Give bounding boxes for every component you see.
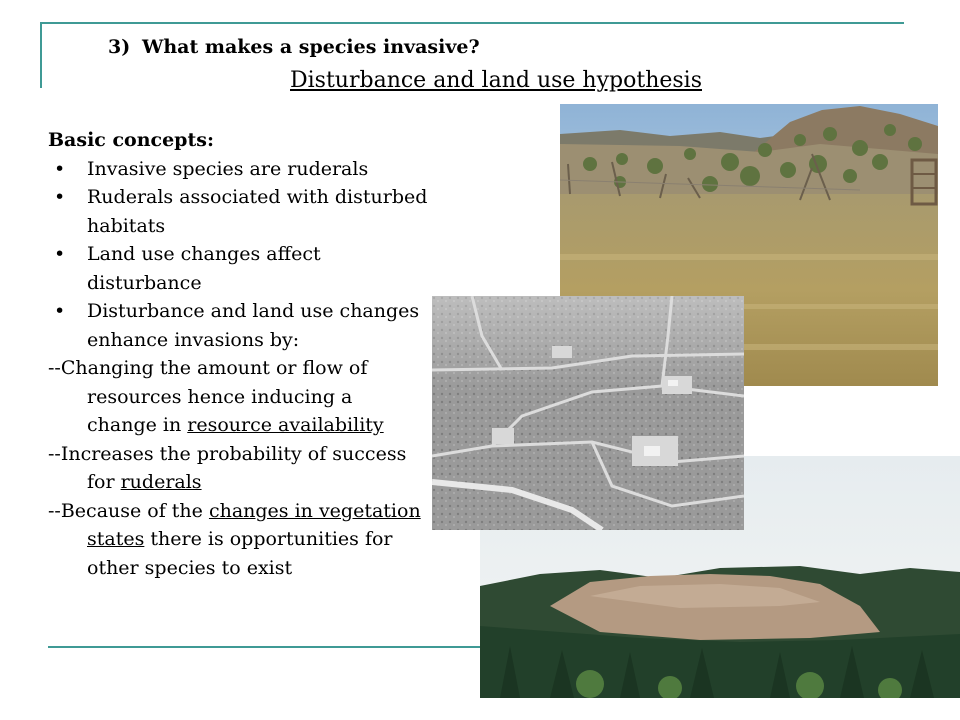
bullet-text: Disturbance and land use changes enhance invasions by: <box>87 300 420 351</box>
top-rule <box>40 22 904 24</box>
heading-text: What makes a species invasive? <box>142 36 480 58</box>
concepts-title: Basic concepts: <box>48 129 214 151</box>
bullet-dot: • <box>54 186 66 208</box>
bullet-text: Invasive species are ruderals <box>87 157 369 180</box>
bullet-item <box>48 297 428 354</box>
bullet-dot: • <box>54 243 66 265</box>
bullet-item <box>48 240 428 297</box>
slide-subtitle: Disturbance and land use hypothesis <box>290 68 702 93</box>
bullet-text: Land use changes affect disturbance <box>87 243 321 294</box>
bottom-rule <box>48 646 480 648</box>
aerial-well-pads-photo <box>432 296 744 530</box>
concepts-text-block <box>48 126 428 582</box>
subpoint-item <box>48 354 428 440</box>
bullet-item <box>48 155 428 184</box>
bullet-item <box>48 183 428 240</box>
subpoint-text: --Changing the amount or flow of resources hence inducing a change in <box>48 357 368 436</box>
subpoint-suffix: there is opportunities for other species to exist <box>87 528 393 579</box>
heading-number: 3) <box>108 36 131 58</box>
subpoint-underlined: changes in vegetation states <box>87 499 421 550</box>
subpoint-item <box>48 497 428 583</box>
slide-heading <box>108 36 480 58</box>
subpoint-text: --Because of the <box>48 499 209 522</box>
bullet-text: Ruderals associated with disturbed habitats <box>87 186 428 237</box>
subpoint-underlined: ruderals <box>120 471 202 493</box>
left-rule <box>40 22 42 88</box>
subpoint-text: --Increases the probability of success for <box>48 442 407 493</box>
subpoint-underlined: resource availability <box>187 414 384 436</box>
bullet-dot: • <box>54 157 66 180</box>
subpoint-item <box>48 440 428 497</box>
bullet-dot: • <box>54 300 66 322</box>
